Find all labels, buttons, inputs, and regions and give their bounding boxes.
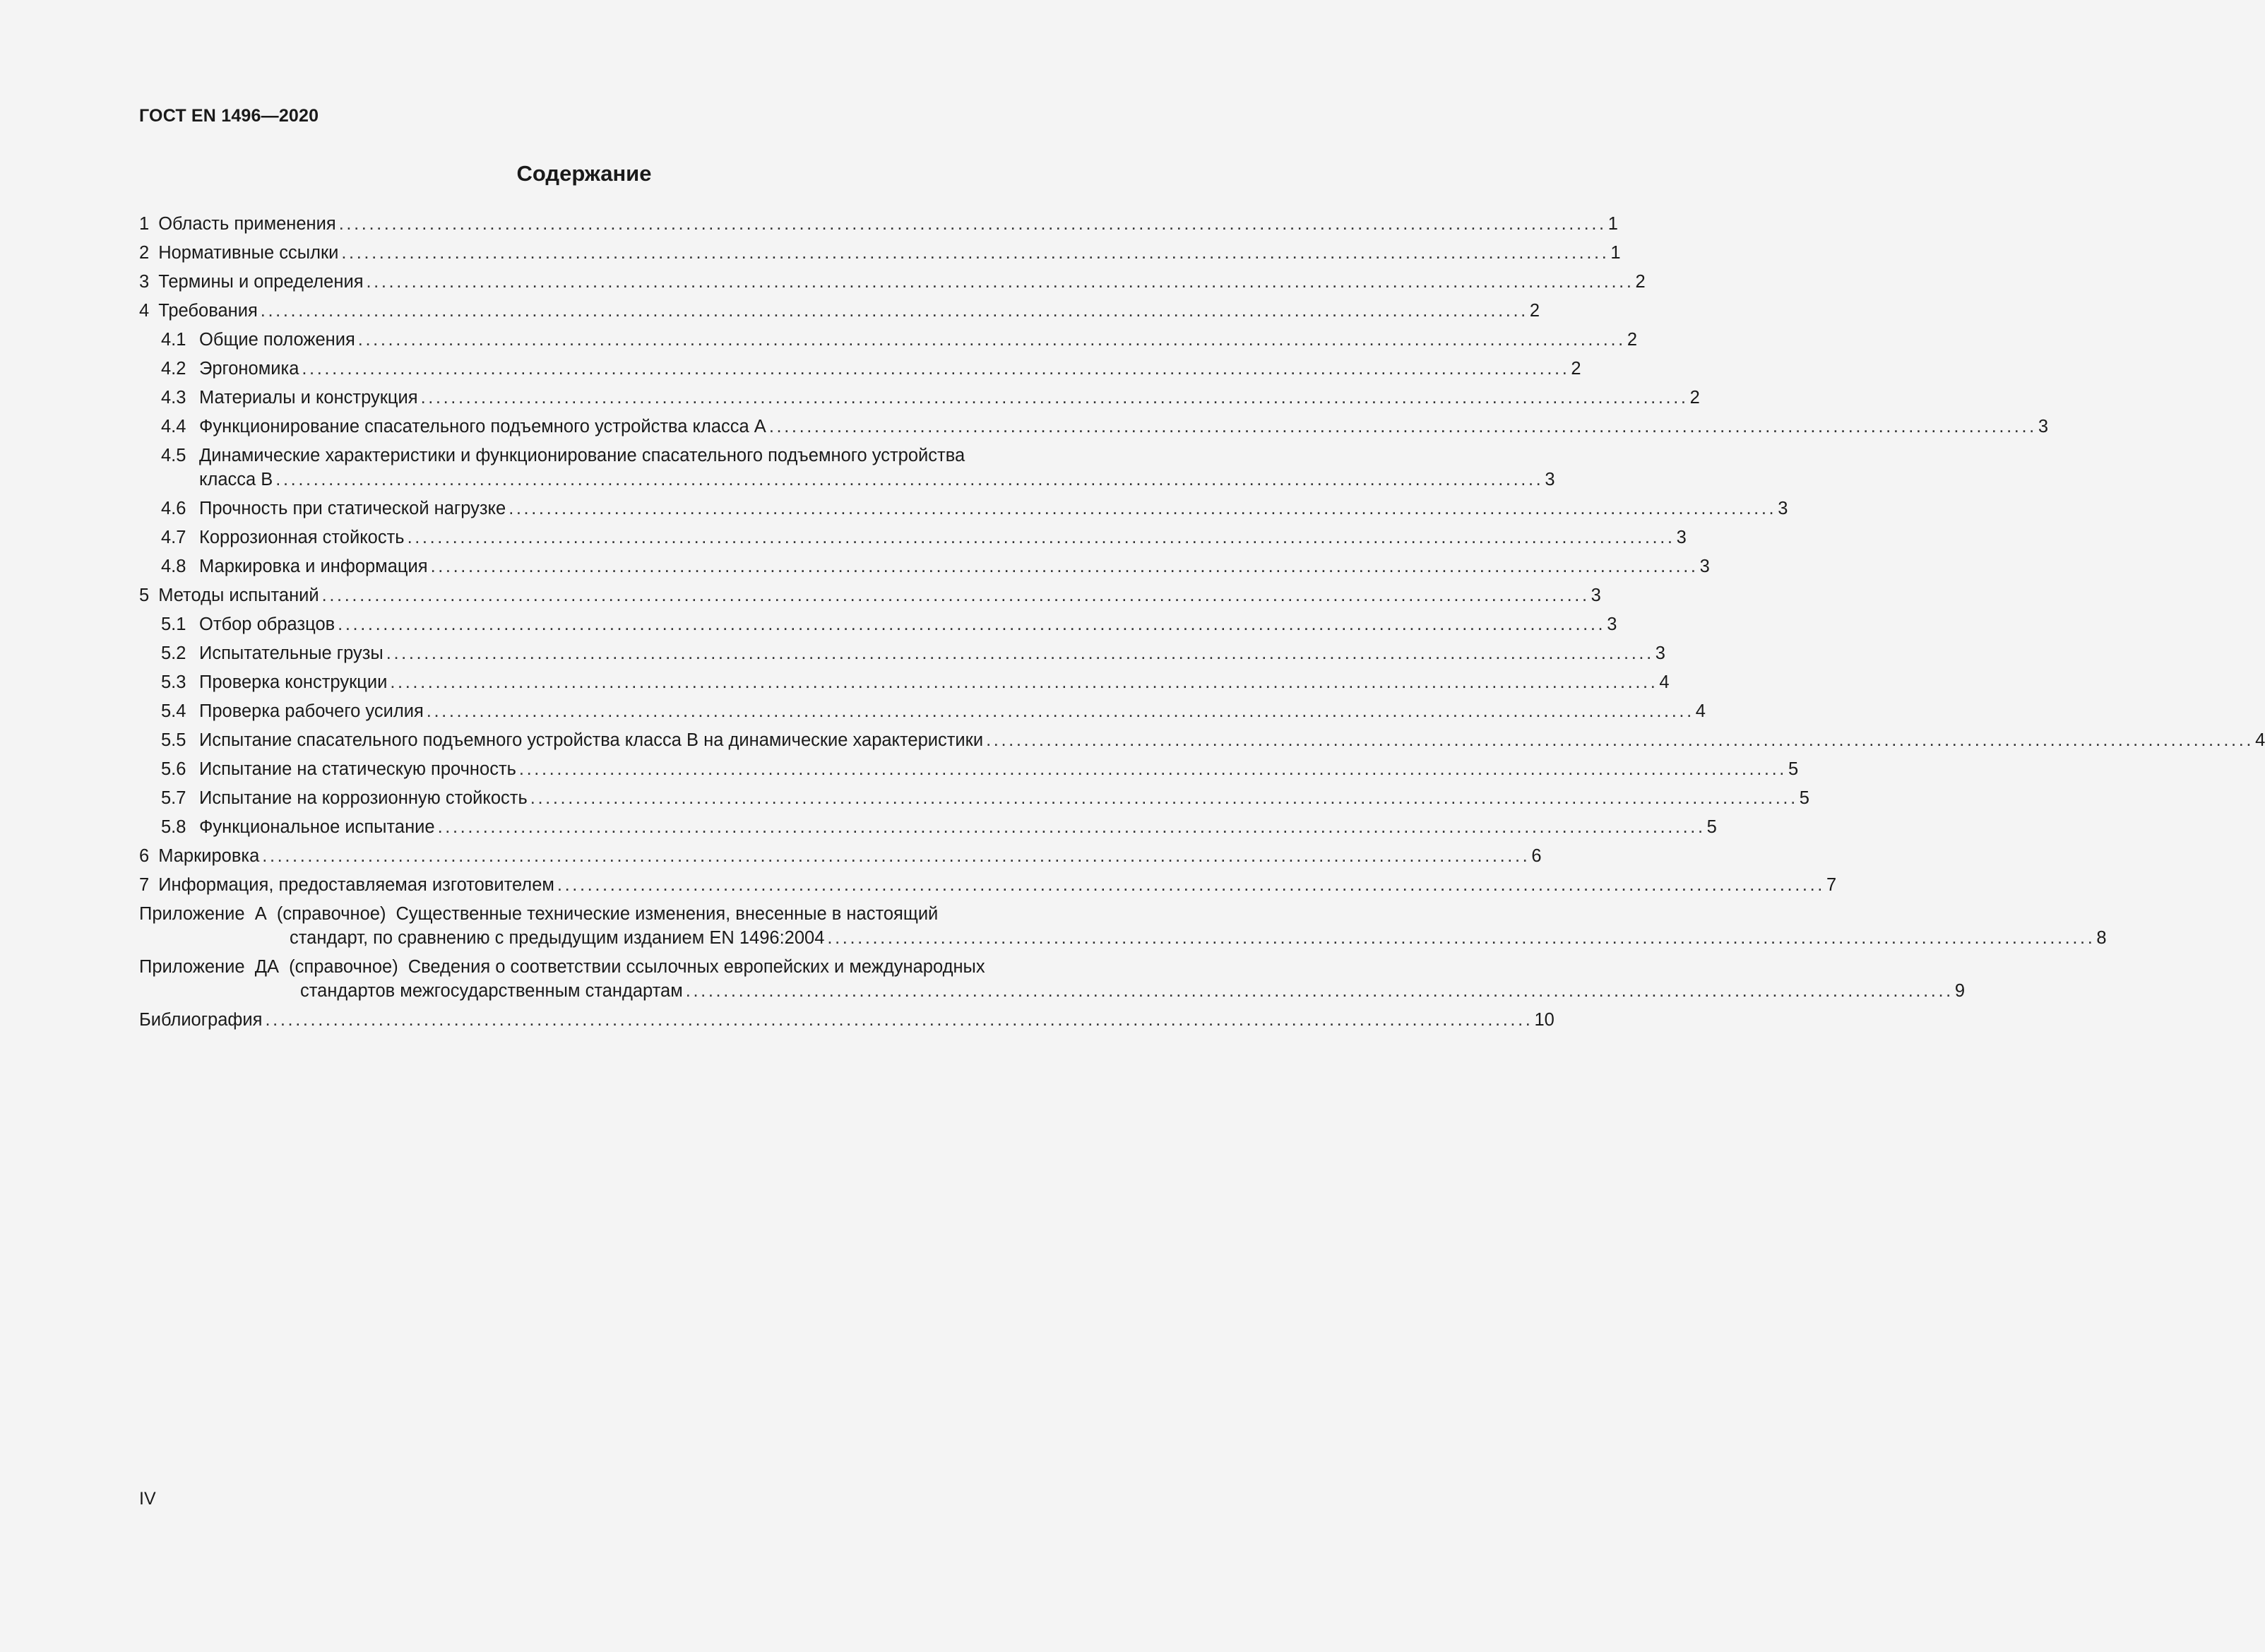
appendix-title: Существенные технические изменения, внесенные в настоящий xyxy=(396,904,939,924)
toc-entry-4-3[interactable] xyxy=(139,386,1700,410)
toc-entry-5-4[interactable] xyxy=(139,699,1706,723)
leader-dots: ........................................................................................................................................................................ xyxy=(262,846,1530,866)
toc-entry-4-6[interactable] xyxy=(139,497,1788,521)
toc-entry-5-6[interactable] xyxy=(139,757,1799,781)
toc-entry-5-3[interactable] xyxy=(139,670,1670,694)
toc-page: 3 xyxy=(2038,417,2049,436)
toc-label: Термины и определения xyxy=(158,272,364,292)
leader-dots: ........................................................................................................................................................................ xyxy=(341,243,1610,263)
toc-number: 7 xyxy=(139,875,150,895)
toc-number: 4.8 xyxy=(161,557,186,576)
page-number: IV xyxy=(139,1489,156,1509)
toc-entry-4-2[interactable] xyxy=(139,357,1581,381)
toc-page: 3 xyxy=(1778,499,1788,518)
toc-page: 7 xyxy=(1826,875,1837,895)
toc-number: 4.5 xyxy=(161,446,186,465)
toc-appendix-da[interactable] xyxy=(139,955,1965,1003)
toc-label: Испытание спасательного подъемного устройства класса В на динамические характеристики xyxy=(199,730,984,750)
toc-page: 2 xyxy=(1689,388,1700,408)
toc-page: 2 xyxy=(1571,359,1581,379)
toc-page: 3 xyxy=(1699,557,1710,576)
leader-dots: ........................................................................................................................................................................ xyxy=(530,788,1798,808)
toc-page: 6 xyxy=(1531,846,1542,866)
table-of-contents xyxy=(139,212,2265,1037)
toc-page: 2 xyxy=(1627,330,1638,350)
toc-number: 1 xyxy=(139,214,150,234)
toc-label: Область применения xyxy=(158,214,336,234)
toc-page: 5 xyxy=(1788,759,1799,779)
toc-entry-7[interactable] xyxy=(139,873,1837,897)
appendix-title-continuation: стандарт, по сравнению с предыдущим изданием EN 1496:2004 xyxy=(290,928,825,948)
toc-number: 4 xyxy=(139,301,150,321)
toc-label: Испытание на статическую прочность xyxy=(199,759,516,779)
toc-entry-5-5[interactable] xyxy=(139,728,2265,752)
toc-entry-5-2[interactable] xyxy=(139,641,1665,665)
toc-number: 4.4 xyxy=(161,417,186,436)
appendix-title: Сведения о соответствии ссылочных европейских и международных xyxy=(408,957,985,977)
toc-label: Эргономика xyxy=(199,359,299,379)
toc-number: 4.1 xyxy=(161,330,186,350)
leader-dots: ........................................................................................................................................................................ xyxy=(557,875,1825,895)
leader-dots: ........................................................................................................................................................................ xyxy=(386,643,1654,663)
toc-label: Методы испытаний xyxy=(158,586,319,605)
leader-dots: ........................................................................................................................................................................ xyxy=(390,672,1658,692)
toc-label: Проверка конструкции xyxy=(199,672,388,692)
toc-entry-5[interactable] xyxy=(139,583,1601,607)
toc-page: 2 xyxy=(1635,272,1646,292)
toc-bibliography[interactable] xyxy=(139,1008,1554,1032)
toc-number: 5.3 xyxy=(161,672,186,692)
toc-label: Испытание на коррозионную стойкость xyxy=(199,788,528,808)
toc-page: 3 xyxy=(1607,614,1617,634)
page-title: Содержание xyxy=(516,161,652,186)
toc-number: 5 xyxy=(139,586,150,605)
toc-entry-1[interactable] xyxy=(139,212,1618,236)
leader-dots: ........................................................................................................................................................................ xyxy=(357,330,1626,350)
leader-dots: ........................................................................................................................................................................ xyxy=(986,730,2254,750)
toc-entry-6[interactable] xyxy=(139,844,1542,868)
toc-label: Нормативные ссылки xyxy=(158,243,339,263)
toc-appendix-a[interactable] xyxy=(139,902,2107,950)
toc-page: 3 xyxy=(1545,470,1555,489)
toc-number: 6 xyxy=(139,846,150,866)
toc-number: 5.4 xyxy=(161,701,186,721)
toc-page: 10 xyxy=(1534,1010,1554,1030)
toc-number: 5.7 xyxy=(161,788,186,808)
toc-entry-4-4[interactable] xyxy=(139,415,2049,439)
toc-page: 4 xyxy=(2255,730,2265,750)
leader-dots: ........................................................................................................................................................................ xyxy=(437,817,1706,837)
toc-page: 5 xyxy=(1706,817,1717,837)
toc-page: 8 xyxy=(2096,928,2107,948)
leader-dots: ........................................................................................................................................................................ xyxy=(338,214,1607,234)
leader-dots: ........................................................................................................................................................................ xyxy=(407,528,1675,547)
toc-number: 4.3 xyxy=(161,388,186,408)
toc-entry-4-5[interactable] xyxy=(139,444,1555,492)
toc-label: Динамические характеристики и функционирование спасательного подъемного устройства xyxy=(199,446,965,465)
toc-label: Испытательные грузы xyxy=(199,643,384,663)
toc-page: 1 xyxy=(1607,214,1618,234)
toc-entry-2[interactable] xyxy=(139,241,1621,265)
toc-page: 2 xyxy=(1529,301,1540,321)
leader-dots: ........................................................................................................................................................................ xyxy=(302,359,1570,379)
toc-label: Маркировка xyxy=(158,846,260,866)
leader-dots: ........................................................................................................................................................................ xyxy=(338,614,1606,634)
appendix-prefix: Приложение А (справочное) xyxy=(139,904,386,924)
leader-dots: ........................................................................................................................................................................ xyxy=(265,1010,1533,1030)
leader-dots: ........................................................................................................................................................................ xyxy=(420,388,1689,408)
toc-label: Отбор образцов xyxy=(199,614,335,634)
document-header: ГОСТ EN 1496—2020 xyxy=(139,106,319,126)
toc-entry-4[interactable] xyxy=(139,299,1540,323)
toc-entry-4-7[interactable] xyxy=(139,525,1687,549)
leader-dots: ........................................................................................................................................................................ xyxy=(685,981,1954,1001)
toc-label: Информация, предоставляемая изготовителем xyxy=(158,875,554,895)
toc-page: 1 xyxy=(1610,243,1621,263)
toc-number: 2 xyxy=(139,243,150,263)
toc-label: Общие положения xyxy=(199,330,355,350)
toc-entry-5-7[interactable] xyxy=(139,786,1809,810)
appendix-title-continuation: стандартов межгосударственным стандартам xyxy=(300,981,683,1001)
toc-label-continuation: класса В xyxy=(199,470,273,489)
toc-number: 5.6 xyxy=(161,759,186,779)
toc-entry-5-1[interactable] xyxy=(139,612,1617,636)
toc-label: Коррозионная стойкость xyxy=(199,528,405,547)
toc-number: 3 xyxy=(139,272,150,292)
toc-page: 3 xyxy=(1591,586,1601,605)
toc-number: 5.2 xyxy=(161,643,186,663)
toc-page: 5 xyxy=(1799,788,1809,808)
toc-label: Проверка рабочего усилия xyxy=(199,701,424,721)
toc-entry-4-8[interactable] xyxy=(139,554,1710,578)
toc-page: 4 xyxy=(1659,672,1670,692)
toc-entry-5-8[interactable] xyxy=(139,815,1717,839)
leader-dots: ........................................................................................................................................................................ xyxy=(321,586,1590,605)
leader-dots: ........................................................................................................................................................................ xyxy=(275,470,1544,489)
toc-label: Маркировка и информация xyxy=(199,557,428,576)
toc-label: Библиография xyxy=(139,1010,263,1030)
toc-number: 4.6 xyxy=(161,499,186,518)
toc-number: 4.7 xyxy=(161,528,186,547)
toc-page: 3 xyxy=(1676,528,1687,547)
leader-dots: ........................................................................................................................................................................ xyxy=(509,499,1777,518)
toc-page: 9 xyxy=(1954,981,1965,1001)
toc-label: Материалы и конструкция xyxy=(199,388,418,408)
toc-label: Прочность при статической нагрузке xyxy=(199,499,506,518)
toc-entry-3[interactable] xyxy=(139,270,1646,294)
leader-dots: ........................................................................................................................................................................ xyxy=(366,272,1634,292)
leader-dots: ........................................................................................................................................................................ xyxy=(260,301,1528,321)
leader-dots: ........................................................................................................................................................................ xyxy=(430,557,1699,576)
toc-label: Требования xyxy=(158,301,258,321)
toc-entry-4-1[interactable] xyxy=(139,328,1638,352)
toc-page: 3 xyxy=(1655,643,1665,663)
toc-page: 4 xyxy=(1695,701,1706,721)
toc-number: 5.8 xyxy=(161,817,186,837)
toc-number: 5.1 xyxy=(161,614,186,634)
leader-dots: ........................................................................................................................................................................ xyxy=(426,701,1694,721)
toc-number: 4.2 xyxy=(161,359,186,379)
toc-number: 5.5 xyxy=(161,730,186,750)
toc-label: Функциональное испытание xyxy=(199,817,435,837)
appendix-prefix: Приложение ДА (справочное) xyxy=(139,957,398,977)
toc-label: Функционирование спасательного подъемного устройства класса А xyxy=(199,417,766,436)
leader-dots: ........................................................................................................................................................................ xyxy=(518,759,1787,779)
leader-dots: ........................................................................................................................................................................ xyxy=(827,928,2095,948)
leader-dots: ........................................................................................................................................................................ xyxy=(768,417,2037,436)
